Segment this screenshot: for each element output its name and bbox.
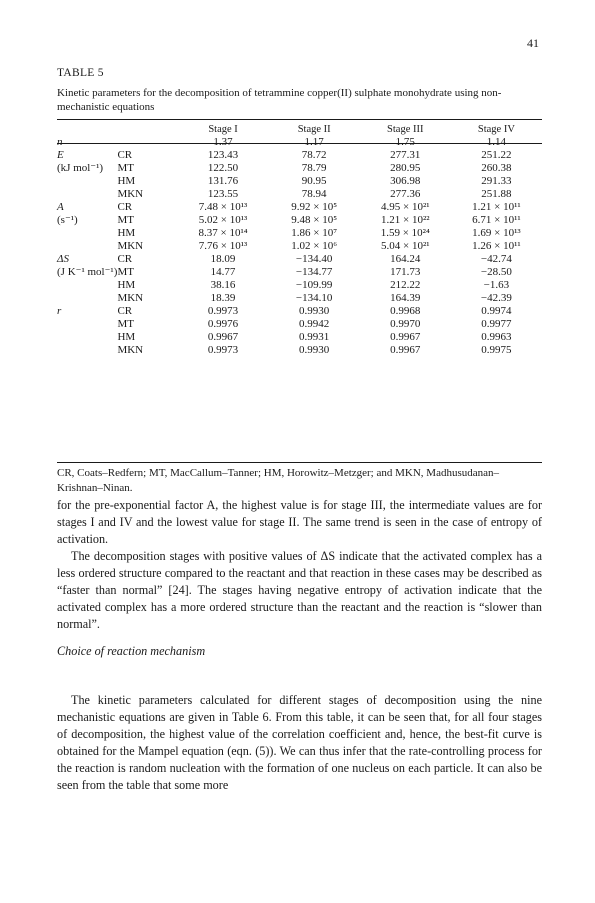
- table-cell: 123.55: [207, 188, 239, 200]
- table-cell: 0.9967: [390, 331, 421, 343]
- table-cell: 7.76 × 10¹³: [198, 240, 248, 252]
- param-blank: [57, 318, 117, 331]
- table-cell: 1.26 × 10¹¹: [472, 240, 521, 252]
- table-cell: 291.33: [481, 175, 512, 187]
- method-label: HM: [117, 227, 136, 239]
- table-cell: −109.99: [295, 279, 333, 291]
- table-cell: 5.04 × 10²¹: [380, 240, 430, 252]
- method-label: CR: [117, 253, 133, 265]
- table-cell: 7.48 × 10¹³: [198, 201, 248, 213]
- table-row: [57, 175, 542, 188]
- param-label: A: [57, 201, 64, 213]
- column-header-stage-2: Stage II: [297, 124, 331, 135]
- table-cell: 260.38: [481, 162, 512, 174]
- header-blank: [117, 123, 177, 136]
- table-row: [57, 344, 542, 357]
- page-number: 41: [527, 36, 539, 50]
- method-label: CR: [117, 201, 133, 213]
- table-row: [57, 331, 542, 344]
- table-cell: 123.43: [207, 149, 239, 161]
- param-blank: [57, 292, 117, 305]
- table-cell: 0.9942: [299, 318, 330, 330]
- table-row: [57, 214, 542, 227]
- table-cell: 0.9976: [207, 318, 239, 330]
- table-cell: 78.72: [301, 149, 327, 161]
- table-cell: 18.39: [210, 292, 236, 304]
- param-blank: [57, 344, 117, 357]
- table-cell: 4.95 × 10²¹: [380, 201, 430, 213]
- method-label: MT: [117, 318, 134, 330]
- table-cell: 0.9931: [299, 331, 330, 343]
- column-header-stage-3: Stage III: [387, 124, 424, 135]
- table-cell: 131.76: [207, 175, 239, 187]
- table-cell: 1.21 × 10²²: [380, 214, 430, 226]
- table-cell: −28.50: [480, 266, 512, 278]
- table-footnote: CR, Coats–Redfern; MT, MacCallum–Tanner; HM, Horowitz–Metzger; and MKN, Madhusudanan–Krishnan–Ninan.: [57, 467, 499, 494]
- table-cell: 0.9930: [299, 305, 330, 317]
- table-cell: 1.75: [395, 136, 415, 148]
- table-cell: 1.59 × 10²⁴: [380, 227, 430, 239]
- table-cell: 1.69 × 10¹³: [472, 227, 521, 239]
- paragraph: The decomposition stages with positive values of ΔS indicate that the activated complex has a less ordered structure compared to the reactant and that reaction in these cases may be described as “faster than normal” [24]. The stages having negative entropy of activation indicate that the activated complex has a more ordered structure than the reactant and the reaction is “slower than normal”.: [57, 549, 542, 631]
- section-heading: Choice of reaction mechanism: [57, 644, 206, 658]
- table-cell: 0.9977: [481, 318, 512, 330]
- table-row: [57, 279, 542, 292]
- table-cell: −134.10: [295, 292, 333, 304]
- table-cell: 8.37 × 10¹⁴: [198, 227, 248, 239]
- table-cell: 1.14: [486, 136, 507, 148]
- method-label: MT: [117, 266, 134, 278]
- table-cell: 164.39: [390, 292, 421, 304]
- table-cell: −134.77: [295, 266, 333, 278]
- table-cell: 122.50: [207, 162, 239, 174]
- table-header-row: [57, 123, 542, 136]
- paragraph: for the pre-exponential factor A, the highest value is for stage III, the intermediate values are for stages I and IV and the lowest value for stage II. The same trend is seen in the case of entropy of activation.: [57, 498, 542, 546]
- table-bottom-rule: [57, 462, 542, 463]
- method-label: HM: [117, 279, 136, 291]
- table-cell: 277.31: [390, 149, 421, 161]
- param-blank: [57, 240, 117, 253]
- body-paragraph-block: [57, 692, 542, 794]
- table-cell: 0.9973: [207, 344, 239, 356]
- method-label: CR: [117, 149, 133, 161]
- table-cell: 164.24: [390, 253, 421, 265]
- table-cell: 78.94: [301, 188, 327, 200]
- table-cell: 212.22: [390, 279, 421, 291]
- param-unit: (J K⁻¹ mol⁻¹): [57, 266, 118, 278]
- table-cell: −1.63: [483, 279, 510, 291]
- kinetic-parameters-table: [57, 123, 542, 357]
- table-cell: 0.9968: [390, 305, 421, 317]
- method-label: HM: [117, 175, 136, 187]
- table-cell: 306.98: [390, 175, 421, 187]
- table-cell: −42.39: [480, 292, 512, 304]
- table-row: [57, 201, 542, 214]
- table-cell: 251.22: [481, 149, 512, 161]
- table-cell: −134.40: [295, 253, 333, 265]
- table-cell: 0.9975: [481, 344, 512, 356]
- param-blank: [57, 279, 117, 292]
- table-row: [57, 240, 542, 253]
- table-cell: 171.73: [390, 266, 421, 278]
- param-label: r: [57, 305, 62, 317]
- table-cell: 9.92 × 10⁵: [291, 201, 338, 213]
- table-cell: 9.48 × 10⁵: [291, 214, 338, 226]
- table-cell: 0.9930: [299, 344, 330, 356]
- table-cell: 6.71 × 10¹¹: [472, 214, 521, 226]
- param-label: n: [57, 136, 63, 148]
- table-row: [57, 318, 542, 331]
- table-row: [57, 188, 542, 201]
- table-cell: 1.21 × 10¹¹: [472, 201, 521, 213]
- param-label: E: [57, 149, 64, 161]
- table-row: [57, 305, 542, 318]
- table-cell: 38.16: [210, 279, 236, 291]
- method-label: MKN: [117, 292, 144, 304]
- column-header-stage-1: Stage I: [208, 124, 238, 135]
- table-cell: 1.17: [304, 136, 324, 148]
- method-label: CR: [117, 305, 133, 317]
- method-label: MKN: [117, 240, 144, 252]
- table-cell: 0.9970: [390, 318, 421, 330]
- table-cell: 1.37: [213, 136, 233, 148]
- table-row: [57, 149, 542, 162]
- method-label: MKN: [117, 188, 144, 200]
- param-unit: (kJ mol⁻¹): [57, 162, 104, 174]
- method-label: MKN: [117, 344, 144, 356]
- param-blank: [57, 227, 117, 240]
- table-cell: −42.74: [480, 253, 512, 265]
- table-row: [57, 292, 542, 305]
- table-label: TABLE 5: [57, 67, 104, 79]
- method-label: MT: [117, 214, 134, 226]
- table-cell: 78.79: [301, 162, 327, 174]
- method-label: HM: [117, 331, 136, 343]
- table-row: [57, 227, 542, 240]
- table-cell: 90.95: [301, 175, 327, 187]
- table-cell: 1.86 × 10⁷: [291, 227, 338, 239]
- table-cell: 5.02 × 10¹³: [198, 214, 248, 226]
- table-cell: 0.9974: [481, 305, 512, 317]
- table-row: [57, 162, 542, 175]
- table-cell: 0.9967: [390, 344, 421, 356]
- table-cell: 14.77: [210, 266, 236, 278]
- body-paragraphs: [57, 497, 542, 633]
- table-caption: Kinetic parameters for the decomposition of tetrammine copper(II) sulphate monohydrate using non-mechanistic equations: [57, 87, 502, 113]
- table-cell: 0.9973: [207, 305, 239, 317]
- table-cell: 280.95: [390, 162, 421, 174]
- table-cell: 0.9963: [481, 331, 512, 343]
- table-row: [57, 266, 542, 279]
- param-unit: (s⁻¹): [57, 214, 78, 226]
- table-cell: 277.36: [390, 188, 421, 200]
- table-cell: 0.9967: [207, 331, 239, 343]
- param-blank: [57, 331, 117, 344]
- column-header-stage-4: Stage IV: [477, 124, 515, 135]
- table-cell: 18.09: [210, 253, 236, 265]
- table-cell: 251.88: [481, 188, 512, 200]
- param-blank: [57, 175, 117, 188]
- method-label: MT: [117, 162, 134, 174]
- method-blank: [117, 136, 177, 149]
- param-label: ΔS: [57, 253, 69, 265]
- table-row-n: [57, 136, 542, 149]
- param-blank: [57, 188, 117, 201]
- table-top-rule: [57, 119, 542, 120]
- header-blank: [57, 123, 117, 136]
- table-cell: 1.02 × 10⁶: [291, 240, 338, 252]
- paragraph: The kinetic parameters calculated for different stages of decomposition using the nine mechanistic equations are given in Table 6. From this table, it can be seen that, for all four stages of decomposition, the highest value of the correlation coefficient and, hence, the best-fit curve is obtained for the Mampel equation (eqn. (5)). We can thus infer that the rate-controlling process for the reaction is random nucleation with the formation of one nucleus on each particle. It can also be seen from the table that some more: [57, 693, 542, 792]
- table-row: [57, 253, 542, 266]
